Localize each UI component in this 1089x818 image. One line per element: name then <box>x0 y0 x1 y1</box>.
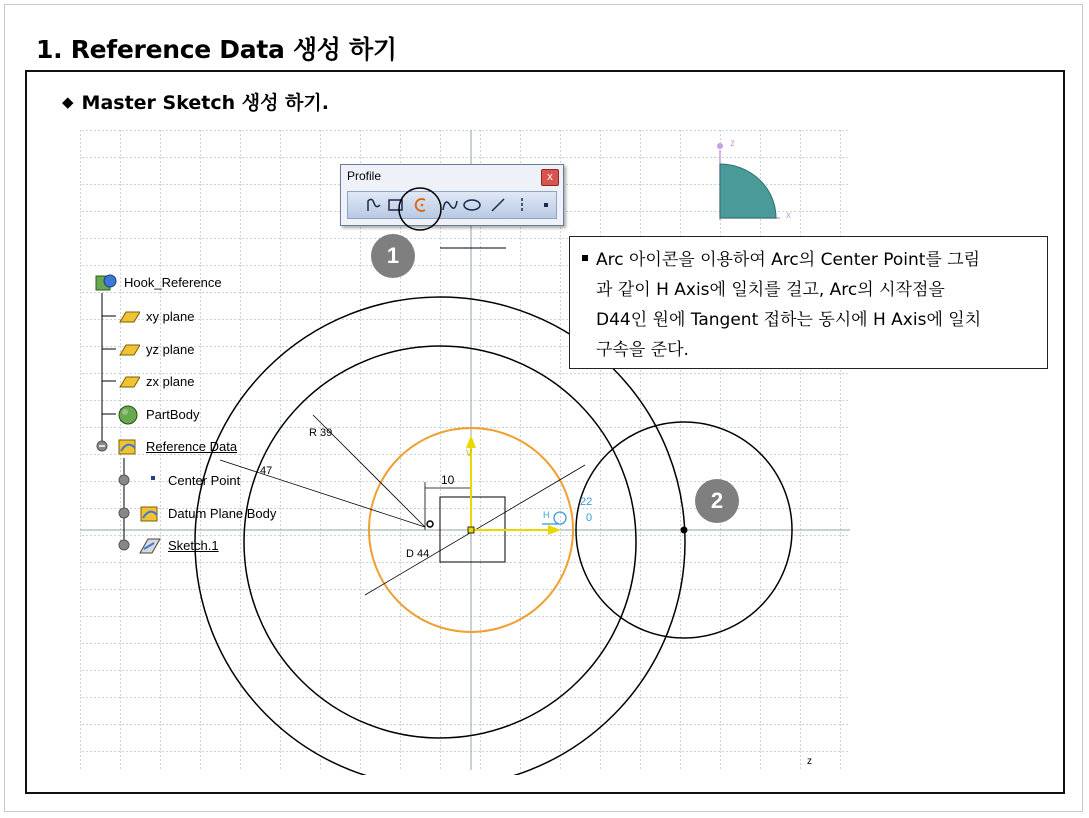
tree-item-label: Datum Plane Body <box>168 506 277 521</box>
dim-22-label: 22 <box>580 496 593 508</box>
v-axis-label: V <box>466 448 473 458</box>
compass-z-label: z <box>730 138 735 149</box>
callout-2-badge: 2 <box>695 479 739 523</box>
tree-item-label: zx plane <box>146 374 195 389</box>
partbody-icon <box>116 404 140 426</box>
plane-icon <box>116 306 140 328</box>
circle-center-point[interactable] <box>681 527 688 534</box>
tree-item-label: xy plane <box>146 309 195 324</box>
point-icon[interactable] <box>536 195 556 215</box>
geometrical-set-icon <box>138 503 162 525</box>
tree-item-label: yz plane <box>146 342 195 357</box>
instruction-note <box>569 236 1048 369</box>
corner-z-label: z <box>807 756 812 767</box>
h-axis-label: H <box>543 510 550 520</box>
page-title: 1. Reference Data 생성 하기 <box>36 35 397 64</box>
dim-0-label: 0 <box>586 512 593 524</box>
tree-item-label: Sketch.1 <box>168 538 219 553</box>
sketch-icon <box>138 535 162 557</box>
note-line-4: 구속을 준다. <box>596 340 689 360</box>
plane-icon <box>116 339 140 361</box>
tree-item-label: PartBody <box>146 407 200 422</box>
dim-10-label: 10 <box>441 473 455 487</box>
rectangle-icon[interactable] <box>386 195 406 215</box>
dim-r39-label: R 39 <box>309 427 333 439</box>
spline-icon[interactable] <box>440 195 460 215</box>
toolbar-strip <box>347 191 557 219</box>
tree-item-label: Center Point <box>168 473 241 488</box>
compass-x-label: x <box>786 210 791 221</box>
bullet-heading <box>62 88 329 115</box>
note-line-3: D44인 원에 Tangent 접하는 동시에 H Axis에 일치 <box>596 310 982 330</box>
origin-marker <box>468 527 474 533</box>
point-icon <box>138 470 162 492</box>
arc-icon[interactable] <box>412 195 432 215</box>
note-line-1 <box>582 245 1037 275</box>
product-icon <box>94 272 118 294</box>
toolbar-close-button[interactable]: x <box>541 169 559 186</box>
toolbar-title: Profile <box>347 169 382 183</box>
dim-47-label: 47 <box>260 465 273 477</box>
ellipse-icon[interactable] <box>462 195 482 215</box>
dim-d44-label: D 44 <box>406 548 430 560</box>
note-line-2: 과 같이 H Axis에 일치를 걸고, Arc의 시작점을 <box>596 280 945 300</box>
callout-1-badge: 1 <box>371 234 415 278</box>
tree-root-label: Hook_Reference <box>124 275 222 290</box>
profile-toolbar[interactable] <box>340 164 564 226</box>
geometrical-set-icon <box>116 436 140 458</box>
profile-icon[interactable] <box>364 195 384 215</box>
compass-z-dot <box>717 143 723 149</box>
tree-item-label: Reference Data <box>146 439 238 454</box>
plane-icon <box>116 371 140 393</box>
line-icon[interactable] <box>488 195 508 215</box>
spec-tree[interactable] <box>90 268 290 558</box>
diamond-bullet-icon: ◆ <box>62 93 74 111</box>
square-bullet-icon <box>582 255 588 261</box>
note-text: Arc 아이콘을 이용하여 Arc의 Center Point를 그림 <box>596 250 981 270</box>
axis-icon[interactable] <box>512 195 532 215</box>
bullet-heading-text: Master Sketch 생성 하기. <box>81 92 329 114</box>
